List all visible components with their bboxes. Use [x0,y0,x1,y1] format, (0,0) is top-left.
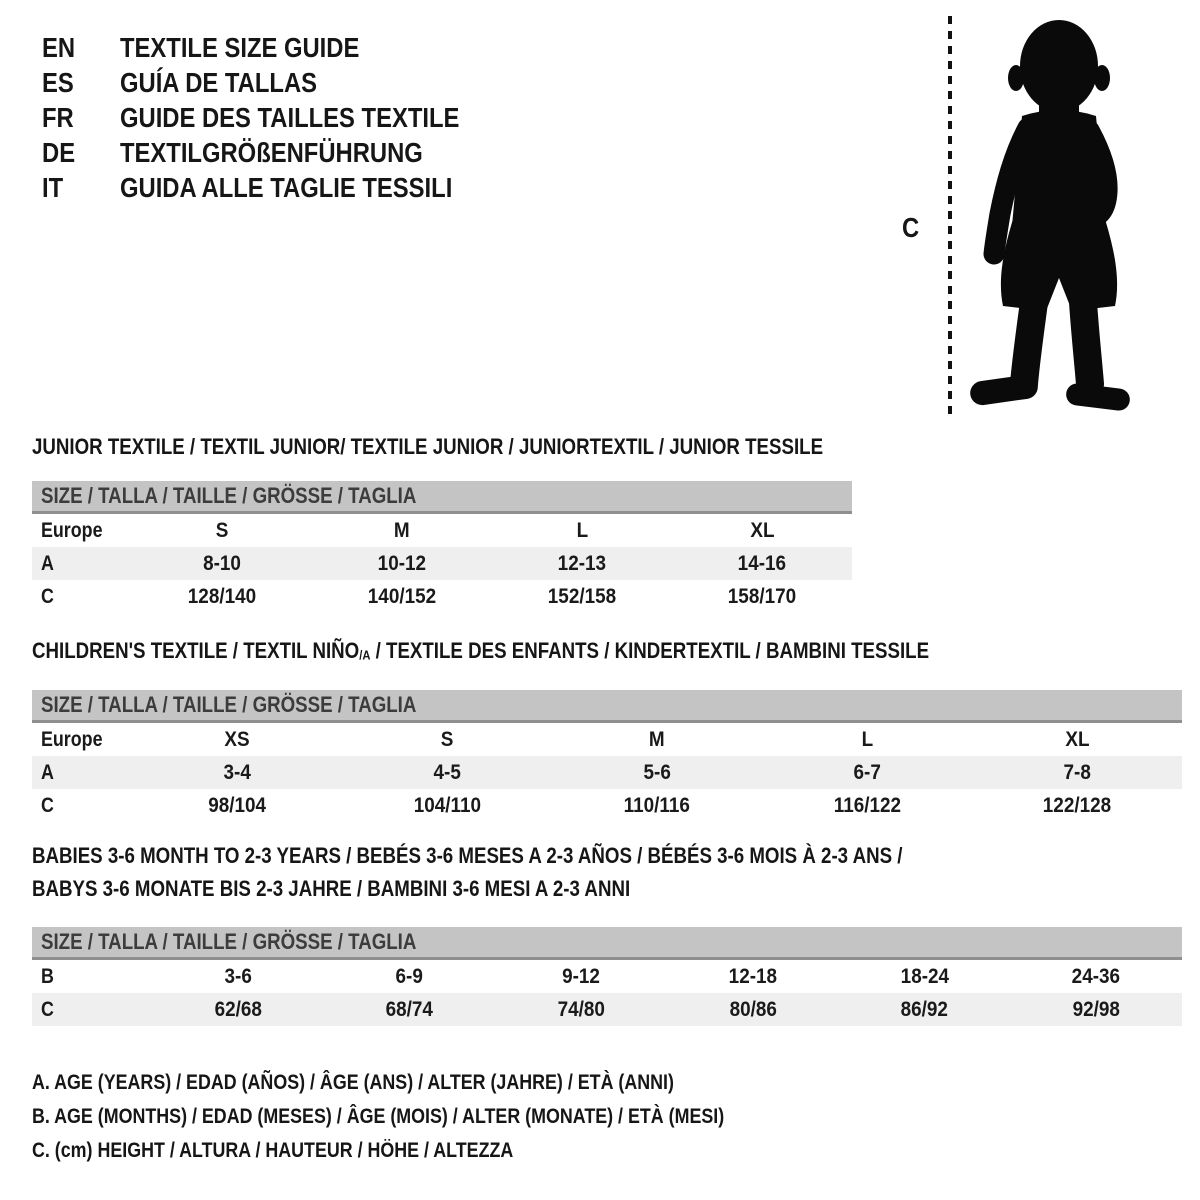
table-cell: 152/158 [547,584,617,608]
row-label: A [41,551,54,575]
table-row [32,789,1182,822]
babies-size-table [32,960,1182,1026]
table-cell: 98/104 [208,793,266,817]
table-cell: XL [749,518,775,542]
guide-title-de: TEXTILGRÖßENFÜHRUNG [120,136,423,168]
table-cell: 12-18 [728,964,777,988]
footnotes-block [32,1066,846,1168]
footnote-b: B. AGE (MONTHS) / EDAD (MESES) / ÂGE (MOIS) / ALTER (MONATE) / ETÀ (MESI) [32,1105,725,1128]
table-cell: 9-12 [562,964,601,988]
row-label: C [41,793,54,817]
table-cell: 5-6 [643,760,671,784]
guide-title-fr: GUIDE DES TAILLES TEXTILE [120,101,460,133]
size-header-label: SIZE / TALLA / TAILLE / GRÖSSE / TAGLIA [41,929,417,954]
size-header-label: SIZE / TALLA / TAILLE / GRÖSSE / TAGLIA [41,483,417,508]
language-code: DE [42,136,76,168]
table-cell: 18-24 [900,964,949,988]
table-cell: 158/170 [727,584,797,608]
table-row [32,960,1182,993]
row-label: A [41,760,54,784]
row-label: B [41,964,54,988]
table-cell: M [394,518,410,542]
table-row [32,514,852,547]
table-cell: 6-9 [395,964,424,988]
table-cell: 68/74 [385,997,434,1021]
language-row-de [42,135,519,170]
guide-title-it: GUIDA ALLE TAGLIE TESSILI [120,171,453,203]
footnote-a: A. AGE (YEARS) / EDAD (AÑOS) / ÂGE (ANS) / ALTER (JAHRE) / ETÀ (ANNI) [32,1071,674,1094]
table-row [32,547,852,580]
language-title-block [42,30,519,205]
table-row [32,723,1182,756]
table-cell: S [440,727,454,751]
table-cell: 104/110 [413,793,481,817]
table-cell: 4-5 [433,760,461,784]
table-cell: L [576,518,588,542]
language-code: FR [42,101,74,133]
table-cell: 110/116 [623,793,691,817]
guide-title-es: GUÍA DE TALLAS [120,66,318,98]
table-cell: S [215,518,229,542]
toddler-silhouette-icon [962,16,1147,416]
junior-size-header-bar [32,481,852,514]
table-cell: XS [224,727,250,751]
table-row [32,580,852,613]
children-section-heading: CHILDREN'S TEXTILE / TEXTIL NIÑO/A / TEXTILE DES ENFANTS / KINDERTEXTIL / BAMBINI TESSILE [32,638,930,663]
guide-title-en: TEXTILE SIZE GUIDE [120,31,360,63]
table-row [32,993,1182,1026]
children-size-table [32,723,1182,822]
table-cell: 14-16 [737,551,787,575]
language-row-en [42,30,519,65]
language-row-it [42,170,519,205]
language-code: ES [42,66,74,98]
children-size-header-bar [32,690,1182,723]
table-cell: 92/98 [1072,997,1120,1021]
table-cell: 8-10 [203,551,241,575]
babies-section-heading-line2: BABYS 3-6 MONATE BIS 2-3 JAHRE / BAMBINI 3-6 MESI A 2-3 ANNI [32,876,631,901]
table-cell: 122/128 [1042,793,1112,817]
row-label: C [41,997,54,1021]
height-measure-label: C [902,212,920,243]
row-label: Europe [41,518,103,542]
table-cell: 12-13 [557,551,607,575]
table-cell: 86/92 [900,997,949,1021]
table-cell: M [649,727,665,751]
table-cell: 10-12 [377,551,427,575]
language-row-es [42,65,519,100]
table-cell: 128/140 [187,584,257,608]
footnote-c: C. (cm) HEIGHT / ALTURA / HAUTEUR / HÖHE / ALTEZZA [32,1139,514,1162]
table-cell: 140/152 [367,584,437,608]
heading-subscript: /A [359,647,371,663]
table-cell: 62/68 [214,997,262,1021]
language-code: IT [42,171,64,203]
height-measure-dashed-line [948,16,952,416]
table-cell: 74/80 [557,997,605,1021]
table-cell: 24-36 [1071,964,1121,988]
table-cell: 80/86 [729,997,777,1021]
language-code: EN [42,31,76,63]
row-label: Europe [41,727,103,751]
table-cell: 116/122 [833,793,901,817]
size-header-label: SIZE / TALLA / TAILLE / GRÖSSE / TAGLIA [41,692,417,717]
babies-section-heading-line1: BABIES 3-6 MONTH TO 2-3 YEARS / BEBÉS 3-6 MESES A 2-3 AÑOS / BÉBÉS 3-6 MOIS À 2-3 ANS / [32,843,903,868]
babies-size-header-bar [32,927,1182,960]
table-row [32,756,1182,789]
table-cell: L [861,727,873,751]
table-cell: 6-7 [853,760,881,784]
table-cell: 7-8 [1063,760,1091,784]
language-row-fr [42,100,519,135]
junior-size-table [32,514,852,613]
table-cell: XL [1064,727,1090,751]
junior-section-heading: JUNIOR TEXTILE / TEXTIL JUNIOR/ TEXTILE JUNIOR / JUNIORTEXTIL / JUNIOR TESSILE [32,434,824,459]
table-cell: 3-6 [224,964,252,988]
table-cell: 3-4 [223,760,251,784]
row-label: C [41,584,54,608]
